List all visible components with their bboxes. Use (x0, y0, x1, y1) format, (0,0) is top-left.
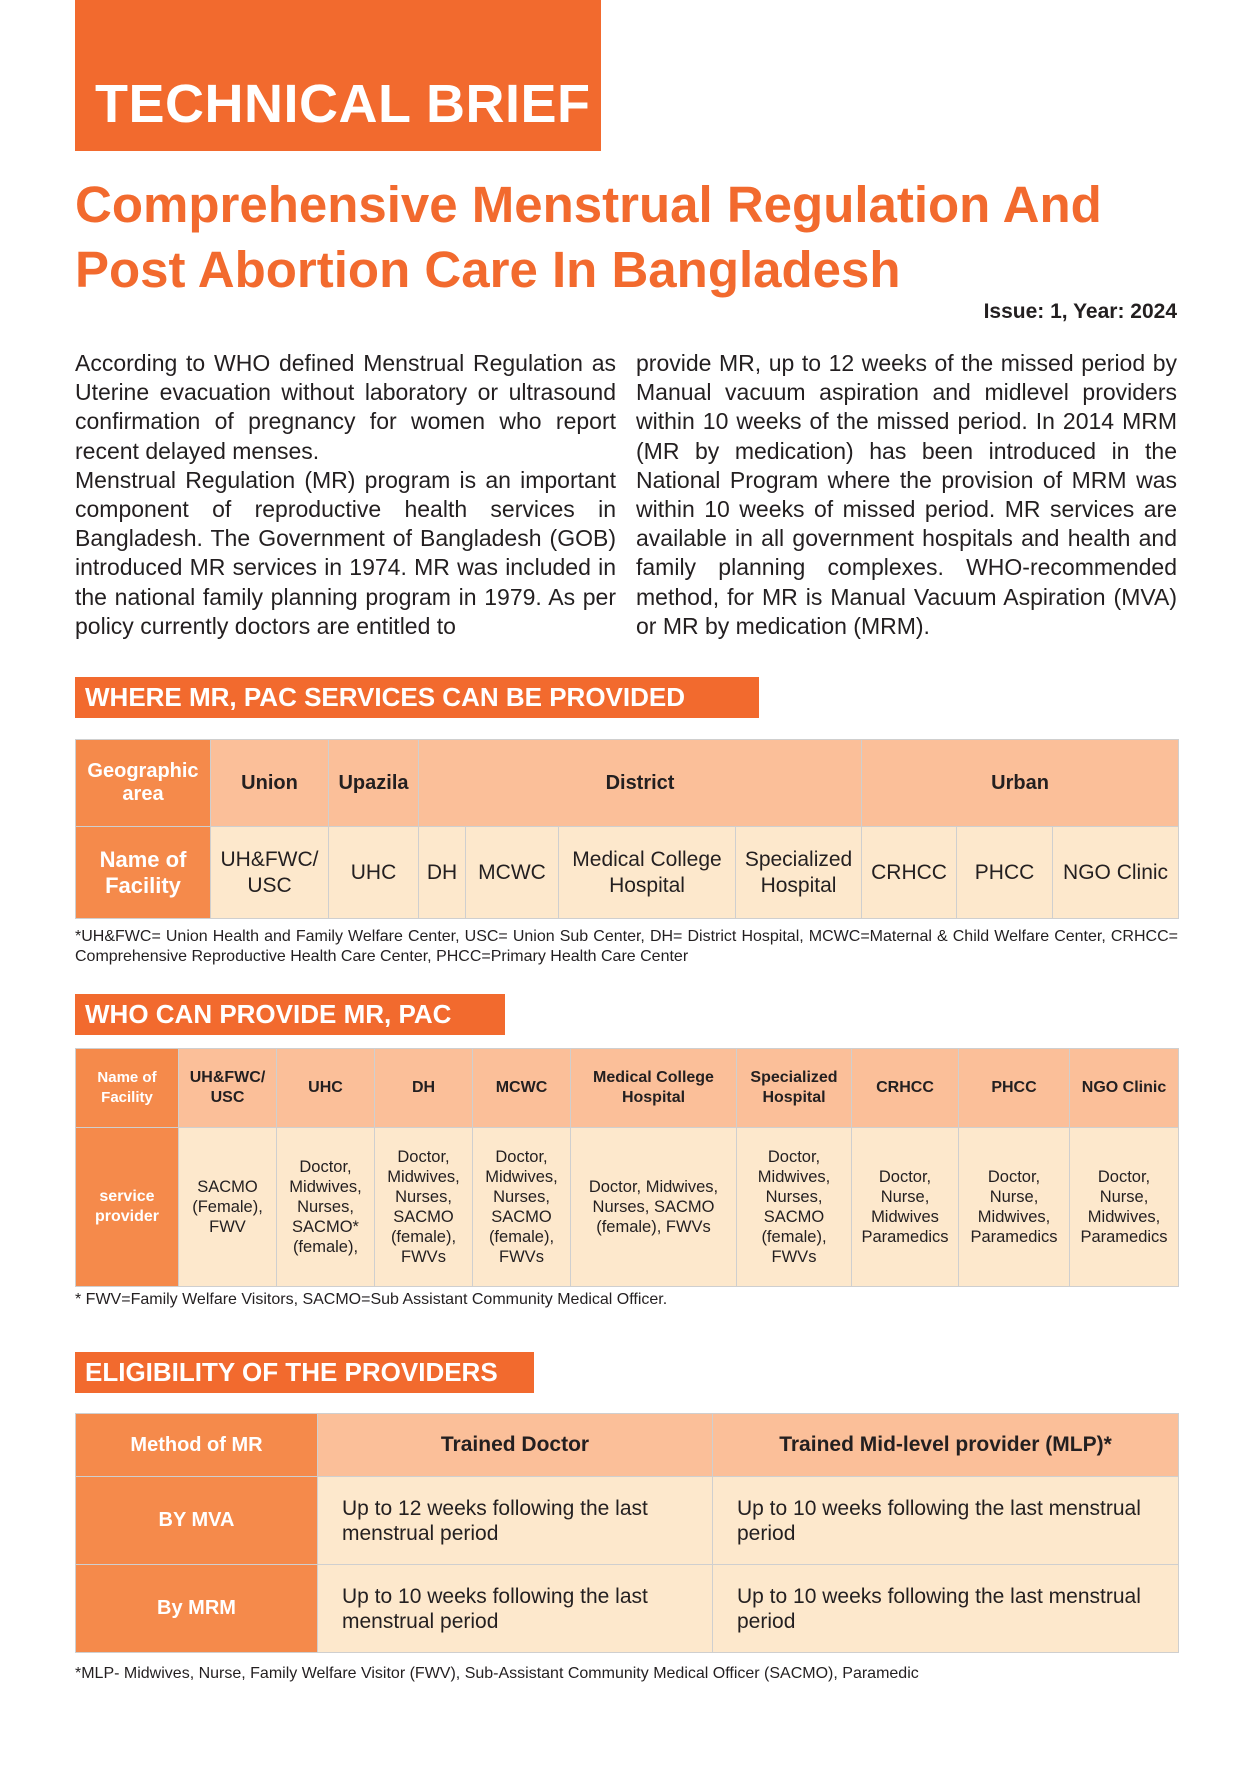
mlp-note: *MLP- Midwives, Nurse, Family Welfare Visitor (FWV), Sub-Assistant Community Medical Officer (SACMO), Paramedic (75, 1665, 919, 1682)
facility-label: Name of Facility (76, 1049, 179, 1128)
provider-cell: Doctor, Midwives, Nurses, SACMO (female), FWVs (473, 1128, 571, 1287)
facility-cell: PHCC (957, 827, 1053, 919)
facility-header: PHCC (959, 1049, 1070, 1128)
intro-column-left (75, 349, 616, 641)
column-header-mlp: Trained Mid-level provider (MLP)* (713, 1414, 1179, 1477)
facility-cell: NGO Clinic (1053, 827, 1179, 919)
facility-cell: MCWC (466, 827, 559, 919)
facility-header: MCWC (473, 1049, 571, 1128)
abbreviation-note: *UH&FWC= Union Health and Family Welfare Center, USC= Union Sub Center, DH= District Hospital, MCWC=Maternal & Child Welfare Center, CRHCC= Comprehensive Reproductive Health Care Center, PHCC=Primary Health Care Center (75, 928, 1178, 965)
facility-cell: Specialized Hospital (736, 827, 862, 919)
table-row (76, 740, 1179, 827)
facility-cell: Medical College Hospital (559, 827, 736, 919)
title-line-2: Post Abortion Care In Bangladesh (75, 241, 901, 298)
facility-header: UHC (277, 1049, 375, 1128)
intro-column-right (636, 349, 1177, 641)
abbreviation-note: * FWV=Family Welfare Visitors, SACMO=Sub Assistant Community Medical Officer. (75, 1291, 668, 1308)
eligibility-table (75, 1413, 1179, 1653)
intro-paragraph: provide MR, up to 12 weeks of the missed period by Manual vacuum aspiration and midlevel providers within 10 weeks of the missed period. In 2014 MRM (MR by medication) has been introduced in the National Program where the provision of MRM was within 10 weeks of missed period. MR services are available in all government hospitals and health and family planning complexes. WHO-recommended method, for MR is Manual Vacuum Aspiration (MVA) or MR by medication (MRM). (636, 350, 1177, 639)
provider-cell: Doctor, Midwives, Nurses, SACMO (female), FWVs (737, 1128, 852, 1287)
area-district: District (419, 740, 862, 827)
facility-cell: UHC (329, 827, 419, 919)
column-header-doctor: Trained Doctor (318, 1414, 713, 1477)
facility-cell: DH (419, 827, 466, 919)
table-row (76, 827, 1179, 919)
geographic-area-label: Geographic area (76, 740, 211, 827)
intro-paragraph: Menstrual Regulation (MR) program is an important component of reproductive health services in Bangladesh. The Government of Bangladesh (GOB) introduced MR services in 1974. MR was included in the national family planning program in 1979. As per policy currently doctors are entitled to (75, 466, 616, 639)
document-title (75, 172, 1175, 302)
provider-cell: Doctor, Nurse, Midwives Paramedics (852, 1128, 959, 1287)
title-line-1: Comprehensive Menstrual Regulation And (75, 176, 1102, 233)
area-union: Union (211, 740, 329, 827)
table-row (76, 1477, 1179, 1565)
facility-label: Name of Facility (76, 827, 211, 919)
doctor-eligibility-cell: Up to 12 weeks following the last menstrual period (318, 1477, 713, 1565)
provider-cell: Doctor, Midwives, Nurses, SACMO* (female), (277, 1128, 375, 1287)
banner-text: TECHNICAL BRIEF (95, 74, 591, 134)
method-label: Method of MR (76, 1414, 318, 1477)
section-heading-where: WHERE MR, PAC SERVICES CAN BE PROVIDED (75, 677, 759, 718)
where-services-table (75, 739, 1179, 919)
facility-cell: CRHCC (862, 827, 957, 919)
facility-header: Specialized Hospital (737, 1049, 852, 1128)
issue-label: Issue: 1, Year: 2024 (983, 300, 1177, 323)
mlp-eligibility-cell: Up to 10 weeks following the last menstrual period (713, 1565, 1179, 1653)
provider-cell: Doctor, Nurse, Midwives, Paramedics (959, 1128, 1070, 1287)
area-upazila: Upazila (329, 740, 419, 827)
provider-cell: Doctor, Midwives, Nurses, SACMO (female), FWVs (571, 1128, 737, 1287)
technical-brief-banner (75, 0, 601, 151)
facility-header: UH&FWC/ USC (179, 1049, 277, 1128)
table-row (76, 1565, 1179, 1653)
provider-cell: SACMO (Female), FWV (179, 1128, 277, 1287)
table-row (76, 1414, 1179, 1477)
facility-header: DH (375, 1049, 473, 1128)
service-provider-label: service provider (76, 1128, 179, 1287)
intro-text (75, 349, 1177, 641)
table-row (76, 1128, 1179, 1287)
area-urban: Urban (862, 740, 1179, 827)
intro-paragraph: According to WHO defined Menstrual Regulation as Uterine evacuation without laboratory or ultrasound confirmation of pregnancy for women who report recent delayed menses. (75, 350, 616, 464)
doctor-eligibility-cell: Up to 10 weeks following the last menstrual period (318, 1565, 713, 1653)
facility-cell: UH&FWC/ USC (211, 827, 329, 919)
section-heading-eligibility: ELIGIBILITY OF THE PROVIDERS (75, 1352, 534, 1393)
section-heading-who: WHO CAN PROVIDE MR, PAC (75, 994, 505, 1035)
mlp-eligibility-cell: Up to 10 weeks following the last menstrual period (713, 1477, 1179, 1565)
method-cell: BY MVA (76, 1477, 318, 1565)
who-provides-table (75, 1048, 1179, 1287)
method-cell: By MRM (76, 1565, 318, 1653)
facility-header: Medical College Hospital (571, 1049, 737, 1128)
provider-cell: Doctor, Nurse, Midwives, Paramedics (1070, 1128, 1179, 1287)
facility-header: CRHCC (852, 1049, 959, 1128)
provider-cell: Doctor, Midwives, Nurses, SACMO (female), FWVs (375, 1128, 473, 1287)
facility-header: NGO Clinic (1070, 1049, 1179, 1128)
table-row (76, 1049, 1179, 1128)
